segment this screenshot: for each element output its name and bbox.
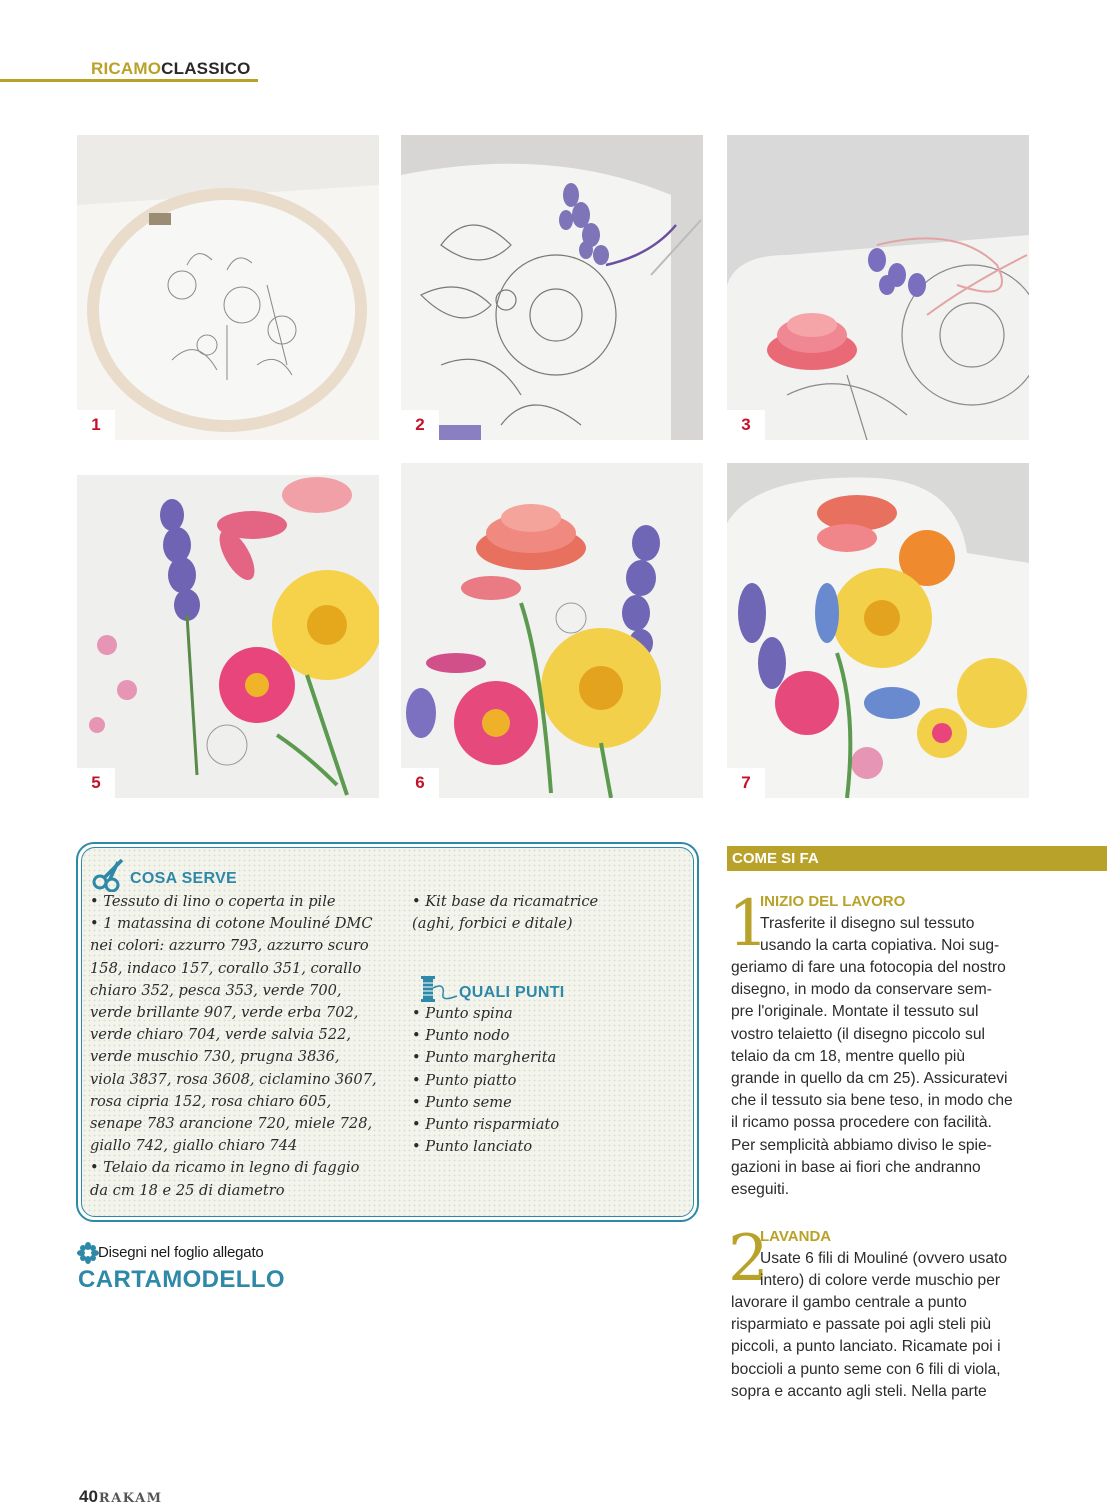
photo-step-7 (727, 463, 1029, 798)
photo-step-3 (727, 135, 1029, 440)
step-line: geriamo di fare una fotocopia del nostro (731, 959, 1006, 976)
step-title: LAVANDA (760, 1228, 832, 1245)
materials-title: COSA SERVE (130, 870, 238, 887)
materials-line: viola 3837, rosa 3608, ciclamino 3607, (90, 1070, 377, 1088)
pattern-title: CARTAMODELLO (78, 1266, 285, 1293)
step-line: sopra e accanto agli steli. Nella parte (731, 1382, 987, 1400)
step-line: Trasferite il disegno sul tessuto (760, 915, 975, 932)
stitch-item: • Punto piatto (412, 1071, 517, 1089)
materials-list-extra (412, 891, 612, 935)
step-line: che il tessuto sia bene teso, in modo che (731, 1092, 1013, 1110)
stitch-item: • Punto nodo (412, 1027, 510, 1045)
step-line: piccoli, a punto lanciato. Ricamate poi i (731, 1338, 1001, 1356)
header-rule (0, 79, 258, 82)
photo-step-2 (401, 135, 703, 440)
stitch-item: • Punto spina (412, 1005, 513, 1022)
pattern-note: Disegni nel foglio allegato (98, 1244, 264, 1261)
step-line: pre l'originale. Montate il tessuto sul (731, 1003, 979, 1021)
step-line: eseguiti. (731, 1181, 790, 1199)
step-line: disegno, in modo da conservare sem- (731, 981, 992, 999)
header-part2: CLASSICO (161, 59, 251, 78)
step-line: risparmiato e passate poi agli steli più (731, 1316, 992, 1334)
photo-step-1 (77, 135, 379, 440)
step-line: grande in quello da cm 25). Assicuratevi (731, 1070, 1008, 1088)
stitches-list (412, 1003, 612, 1158)
stitch-item: • Punto lanciato (412, 1138, 533, 1156)
step-line: gazioni in base ai fiori che andranno (731, 1158, 981, 1176)
materials-line: • Kit base da ricamatrice (412, 893, 599, 910)
photo-number: 1 (77, 410, 115, 440)
photo-number: 2 (401, 410, 439, 440)
step-number: 1 (728, 887, 769, 961)
page-folio (79, 1487, 163, 1507)
step-line: vostro telaietto (il disegno piccolo sul (731, 1025, 985, 1043)
step-body-indented (760, 1248, 1028, 1292)
stitches-title: QUALI PUNTI (459, 984, 565, 1001)
materials-line: da cm 18 e 25 di diametro (90, 1181, 285, 1199)
step-line: usando la carta copiativa. Noi sug- (760, 937, 1000, 955)
materials-line: giallo 742, giallo chiaro 744 (90, 1137, 298, 1155)
materials-line: • 1 matassina di cotone Mouliné DMC (90, 915, 373, 933)
step-body-indented (760, 913, 1028, 957)
step-body (731, 1292, 1028, 1403)
step-body (731, 957, 1028, 1201)
asterisk-flower-icon (77, 1242, 99, 1269)
step-number: 2 (728, 1222, 769, 1296)
materials-line: • Tessuto di lino o coperta in pile (90, 893, 336, 910)
step-line: Usate 6 fili di Mouliné (ovvero usato (760, 1250, 1008, 1267)
stitch-item: • Punto seme (412, 1093, 512, 1111)
page-number: 40 (79, 1487, 98, 1506)
photo-number: 5 (77, 768, 115, 798)
materials-line: verde brillante 907, verde erba 702, (90, 1004, 359, 1022)
header-part1: RICAMO (91, 59, 162, 78)
materials-line: (aghi, forbici e ditale) (412, 915, 573, 933)
stitch-item: • Punto margherita (412, 1049, 557, 1067)
materials-line: verde muschio 730, prugna 3836, (90, 1048, 340, 1066)
photo-number: 7 (727, 768, 765, 798)
step-line: telaio da cm 18, mentre quello più (731, 1047, 966, 1065)
materials-list (90, 891, 380, 1202)
step-line: il ricamo possa procedere con facilità. (731, 1114, 992, 1132)
materials-line: chiaro 352, pesca 353, verde 700, (90, 981, 342, 999)
section-header (91, 59, 251, 79)
magazine-name: RAKAM (98, 1491, 163, 1506)
step-line: boccioli a punto seme con 6 fili di viola, (731, 1360, 1001, 1378)
materials-line: • Telaio da ricamo in legno di faggio (90, 1159, 360, 1177)
photo-number: 6 (401, 768, 439, 798)
stitch-item: • Punto risparmiato (412, 1116, 560, 1134)
materials-line: senape 783 arancione 720, miele 728, (90, 1115, 373, 1133)
step-line: lavorare il gambo centrale a punto (731, 1294, 967, 1311)
step-line: intero) di colore verde muschio per (760, 1272, 1001, 1290)
photo-step-5 (77, 475, 379, 798)
materials-line: verde chiaro 704, verde salvia 522, (90, 1026, 352, 1044)
instructions-title: COME SI FA (727, 846, 1107, 871)
materials-line: nei colori: azzurro 793, azzurro scuro (90, 937, 369, 955)
photo-number: 3 (727, 410, 765, 440)
step-line: Per semplicità abbiamo diviso le spie- (731, 1136, 992, 1154)
materials-line: rosa cipria 152, rosa chiaro 605, (90, 1092, 332, 1110)
materials-line: 158, indaco 157, corallo 351, corallo (90, 959, 362, 977)
step-title: INIZIO DEL LAVORO (760, 893, 906, 910)
photo-step-6 (401, 463, 703, 798)
